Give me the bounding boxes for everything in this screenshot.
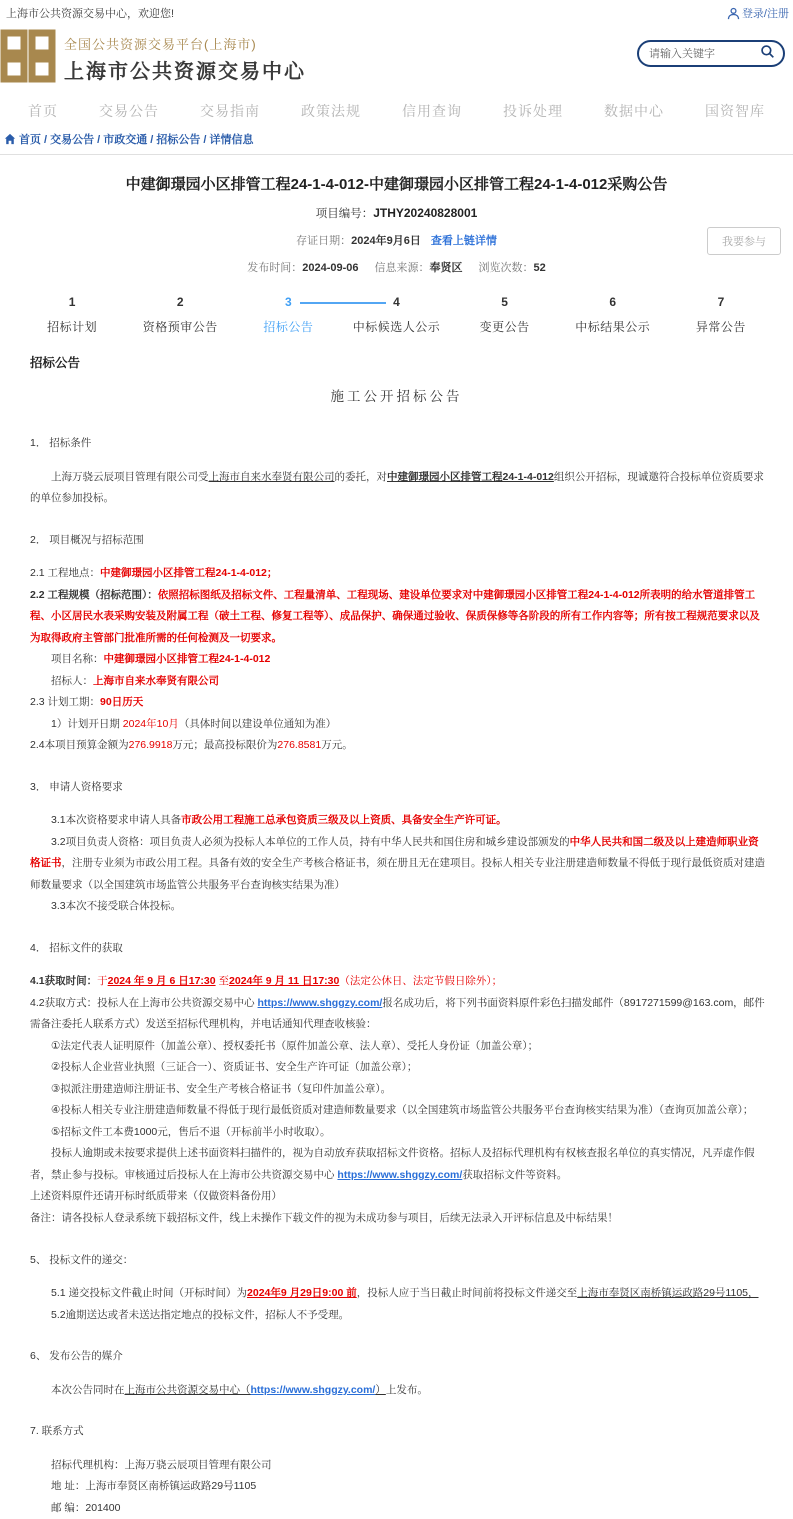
nav-item-data-center[interactable]: 数据中心 [604, 103, 664, 119]
views-label: 浏览次数： [478, 262, 534, 274]
text-run: 招标代理机构：上海万骁云辰项目管理有限公司 [51, 1458, 272, 1471]
text-run: ） [375, 1383, 386, 1396]
text-run: 的委托，对 [334, 470, 387, 483]
article-header [0, 155, 793, 275]
text-run: 2.3 计划工期： [30, 696, 101, 709]
step-number: 7 [717, 295, 725, 309]
user-icon [727, 7, 740, 20]
item-circled-1 [30, 1036, 765, 1058]
text-run: 3.1本次资格要求申请人具备 [51, 814, 182, 827]
step-label: 中标结果公示 [575, 320, 651, 334]
site-name: 上海市公共资源交易中心 [64, 60, 306, 83]
text-run: 中建御璟园小区排管工程24-1-4-012 [387, 470, 554, 483]
breadcrumb-home[interactable]: 首页 [19, 134, 41, 146]
clause-3-2 [30, 832, 765, 897]
media-paragraph [30, 1380, 765, 1402]
text-run: ⑤招标文件工本费1000元，售后不退（开标前半小时收取）。 [51, 1125, 331, 1138]
nav-item-policies[interactable]: 政策法规 [301, 103, 361, 119]
paper-copy-notice [30, 1186, 765, 1208]
nav-item-state-assets[interactable]: 国资智库 [705, 103, 765, 119]
text-run: 上海市公共资源交易中心（ [124, 1383, 251, 1396]
step-prequalification[interactable] [126, 295, 234, 335]
project-name-line [30, 649, 765, 671]
text-run: 1． 招标条件 [30, 437, 92, 449]
nav-item-trade-announcements[interactable]: 交易公告 [99, 103, 159, 119]
search-icon[interactable] [760, 44, 775, 64]
text-run: 依照招标图纸及招标文件、工程量清单、工程现场、建设单位要求对中建御璟园小区排管工程24-1-4-012所表明的给水管道排管工程、小区居民水表采购安装及附属工程（破土工程、修复工程等）、成品保护、确保通过验收、保质保修等各阶段的所有工作内容等；所有按工程规范要求以及为取得政府主管部门批准所需的任何检测及一切要求。 [30, 588, 760, 644]
inline-link[interactable]: https://www.shggzy.com/ [250, 1383, 376, 1396]
breadcrumb-municipal-transport[interactable]: / 市政交通 [97, 131, 147, 147]
text-run: 上海市奉贤区南桥镇运政路29号1105， [577, 1287, 759, 1300]
inline-link[interactable]: https://www.shggzy.com/ [257, 996, 383, 1009]
step-label: 招标计划 [47, 320, 98, 334]
clause-2-3 [30, 692, 765, 714]
step-number: 4 [393, 295, 400, 309]
section-2-heading [30, 530, 765, 552]
nav-item-credit-inquiry[interactable]: 信用查询 [402, 103, 462, 119]
project-number-row [0, 205, 793, 221]
step-label: 变更公告 [479, 320, 530, 334]
text-run: 中华人民共和国二级及以上建造师职业资格证书 [30, 835, 759, 870]
text-run: 获取招标文件等资料。 [462, 1168, 568, 1181]
text-run: 投标人逾期或未按要求提供上述书面资料扫描件的，视为自动放弃获取招标文件资格。招标人及招标代理机构有权核查报名单位的真实情况，凡弄虚作假者，禁止参与投标。审核通过后投标人在上海市公共资源交易中心 [30, 1147, 755, 1181]
text-run: 至 [215, 975, 230, 988]
text-run: 5.2逾期送达或者未送达指定地点的投标文件，招标人不予受理。 [51, 1308, 350, 1321]
text-run: 市政公用工程施工总承包资质三级及以上资质、具备安全生产许可证。 [181, 814, 507, 827]
text-run: 备注：请各投标人登录系统下载招标文件，线上未操作下载文件的视为未成功参与项目，后续无法录入开评标信息及中标结果！ [30, 1211, 618, 1224]
section-7-heading [30, 1421, 765, 1443]
text-run: 项目名称： [51, 653, 104, 666]
text-run: 中建御璟园小区排管工程24-1-4-012 [103, 653, 271, 666]
agency-line [30, 1455, 765, 1477]
participate-button[interactable]: 我要参与 [707, 227, 781, 255]
text-run: 1）计划开日期 [51, 717, 123, 730]
clause-4-1 [30, 971, 765, 993]
text-run: 上述资料原件还请开标时纸质带来（仅做资料备份用） [30, 1190, 282, 1203]
planned-start-line [30, 714, 765, 736]
text-run: 组织公开招标，现诚邀符合投标单位资质要求的单位参加投标。 [30, 470, 764, 505]
deposit-date-label: 存证日期： [296, 235, 352, 247]
text-run: 本次公告同时在 [51, 1383, 125, 1396]
text-run: 4.2获取方式：投标人在上海市公共资源交易中心 [30, 996, 258, 1009]
step-label: 异常公告 [695, 320, 746, 334]
text-run: 90日历天 [100, 696, 144, 709]
search-input[interactable] [649, 48, 760, 60]
deposit-date-row [0, 232, 793, 248]
text-run: （法定公休日、法定节假日除外）； [339, 975, 503, 988]
text-run: ，注册专业须为市政公用工程。具备有效的安全生产考核合格证书，须在册且无在建项目。投标人相关专业注册建造师数量不得低于现行最低资质对建造师数量要求（以全国建筑市场监管公共服务平台查询核实结果为准） [30, 857, 765, 891]
item-circled-4 [30, 1100, 765, 1122]
tenderee-line [30, 671, 765, 693]
step-label: 资格预审公告 [142, 320, 218, 334]
text-run: 于 [97, 975, 108, 988]
text-run: 2.1 工程地点： [30, 567, 101, 580]
logo-icon [2, 30, 56, 87]
step-number: 1 [68, 295, 76, 309]
postcode-line [30, 1498, 765, 1519]
deposit-date-value: 2024年9月6日 [351, 235, 421, 247]
step-change-announcement[interactable] [451, 295, 559, 335]
text-run: 报名成功后，将下列书面资料原件彩色扫描发邮件（8917271599@163.com，邮件需备注委托人联系方式）发送至招标代理机构，并电话通知代理查收核验： [30, 996, 765, 1031]
text-run: 2024年9 月29日9:00 前 [247, 1287, 357, 1300]
text-run: ②投标人企业营业执照（三证合一）、资质证书、安全生产许可证（加盖公章）； [51, 1061, 418, 1074]
step-number: 5 [501, 295, 508, 309]
platform-name: 全国公共资源交易平台(上海市) [64, 36, 257, 52]
text-run: 7. 联系方式 [30, 1425, 84, 1438]
text-run: 2024 年 9 月 6 日17:30 [107, 975, 216, 988]
text-run: 上海万骁云辰项目管理有限公司受 [51, 470, 209, 483]
text-run: 5、 投标文件的递交： [30, 1253, 134, 1266]
login-register-link[interactable] [727, 5, 789, 21]
text-run: 2024年 9 月 11 日17:30 [229, 975, 340, 988]
text-run: 276.8581 [277, 739, 322, 752]
clause-2-1 [30, 563, 765, 585]
step-candidate-publicity[interactable] [342, 295, 450, 335]
clause-2-2 [30, 585, 765, 650]
step-number: 6 [609, 295, 617, 309]
views-value: 52 [533, 262, 546, 274]
breadcrumb-tender-announcement[interactable]: / 招标公告 [150, 131, 200, 147]
clause-5-2 [30, 1305, 765, 1327]
text-run: 万元；最高投标限价为 [172, 739, 278, 752]
text-run: 招标人： [51, 674, 93, 687]
text-run: 276.9918 [128, 739, 173, 752]
source-label: 信息来源： [374, 262, 430, 274]
text-run: 2.2 工程规模（招标范围）： [30, 588, 158, 601]
clause-3-1 [30, 810, 765, 832]
text-run: 5.1 递交投标文件截止时间（开标时间）为 [51, 1287, 248, 1300]
login-register-label: 登录/注册 [741, 8, 789, 20]
section-5-heading [30, 1250, 765, 1272]
text-run: 邮 编：201400 [51, 1501, 121, 1514]
text-run: 3． 申请人资格要求 [30, 780, 123, 793]
text-run: 2.4本项目预算金额为 [30, 739, 129, 752]
nav-item-trade-guide[interactable]: 交易指南 [200, 103, 260, 119]
publish-time-label: 发布时间： [247, 262, 303, 274]
inline-link[interactable]: https://www.shggzy.com/ [337, 1168, 463, 1181]
step-number: 3 [285, 295, 292, 309]
text-run: 3.3本次不接受联合体投标。 [51, 900, 182, 913]
text-run: 4． 招标文件的获取 [30, 941, 123, 954]
text-run: 上海市自来水奉贤有限公司 [93, 674, 219, 687]
step-tender-announcement-active[interactable] [234, 295, 342, 335]
step-label: 中标候选人公示 [352, 320, 441, 334]
project-number-label: 项目编号： [315, 208, 374, 220]
step-abnormal-announcement[interactable] [667, 295, 775, 335]
breadcrumb-trade-announcements[interactable]: / 交易公告 [44, 131, 94, 147]
text-run: 6、 发布公告的媒介 [30, 1350, 123, 1363]
nav-item-home[interactable]: 首页 [28, 103, 58, 119]
text-run: 上发布。 [385, 1383, 428, 1396]
text-run: 2024年10月 [122, 717, 179, 730]
item-circled-5 [30, 1122, 765, 1144]
step-tender-plan[interactable] [18, 295, 126, 335]
view-chain-link[interactable]: 查看上链详情 [430, 235, 497, 247]
item-circled-3 [30, 1079, 765, 1101]
section-1-heading [30, 433, 765, 455]
site-header [0, 26, 793, 88]
text-run: 2． 项目概况与招标范围 [30, 533, 144, 546]
breadcrumb-detail: / 详情信息 [203, 131, 253, 147]
text-run: 3.2项目负责人资格：项目负责人必须为投标人本单位的工作人员，持有中华人民共和国住房和城乡建设部颁发的 [51, 835, 570, 848]
address-line [30, 1476, 765, 1498]
main-nav [0, 96, 793, 126]
clause-4-2 [30, 993, 765, 1036]
process-steps [18, 295, 775, 335]
source-value: 奉贤区 [429, 262, 463, 274]
section-3-heading [30, 777, 765, 799]
intro-paragraph [30, 467, 765, 510]
project-number-value: JTHY20240828001 [373, 206, 478, 220]
publish-time-value: 2024-09-06 [302, 262, 359, 274]
text-run: 4.1获取时间： [30, 975, 98, 988]
text-run: ①法定代表人证明原件（加盖公章）、授权委托书（原件加盖公章、法人章）、受托人身份证（加盖公章）； [51, 1039, 539, 1052]
text-run: 地 址：上海市奉贤区南桥镇运政路29号1105 [51, 1480, 257, 1493]
section-6-heading [30, 1346, 765, 1368]
logo-text [64, 34, 306, 84]
nav-item-complaints[interactable]: 投诉处理 [503, 103, 563, 119]
section-4-heading [30, 938, 765, 960]
publish-info-row [0, 259, 793, 275]
remark-notice [30, 1208, 765, 1230]
doc-title: 施工公开招标公告 [330, 389, 463, 404]
text-run: （具体时间以建设单位通知为准） [178, 717, 337, 730]
text-run: 中建御璟园小区排管工程24-1-4-012； [100, 567, 278, 580]
top-bar [0, 0, 793, 26]
doc-tab-tender-announcement: 招标公告 [30, 356, 81, 370]
clause-3-3 [30, 896, 765, 918]
clause-2-4 [30, 735, 765, 757]
text-run: ，投标人应于当日截止时间前将投标文件递交至 [356, 1287, 578, 1300]
page-title: 中建御璟园小区排管工程24-1-4-012-中建御璟园小区排管工程24-1-4-012采购公告 [125, 176, 668, 193]
item-circled-2 [30, 1057, 765, 1079]
step-label: 招标公告 [263, 320, 314, 334]
text-run: 万元。 [321, 739, 353, 752]
search-box[interactable] [637, 40, 785, 67]
doc-body [0, 405, 793, 1519]
overdue-notice [30, 1143, 765, 1186]
step-result-publicity[interactable] [559, 295, 667, 335]
clause-5-1 [30, 1283, 765, 1305]
text-run: ③拟派注册建造师注册证书、安全生产考核合格证书（复印件加盖公章）。 [51, 1082, 392, 1095]
home-icon [4, 133, 16, 145]
step-number: 2 [176, 295, 184, 309]
text-run: 上海市自来水奉贤有限公司 [208, 470, 335, 483]
breadcrumb [0, 130, 793, 148]
text-run: ④投标人相关专业注册建造师数量不得低于现行最低资质对建造师数量要求（以全国建筑市场监管公共服务平台查询核实结果为准）（查询页加盖公章）； [51, 1104, 754, 1117]
welcome-text: 上海市公共资源交易中心，欢迎您! [6, 8, 175, 20]
